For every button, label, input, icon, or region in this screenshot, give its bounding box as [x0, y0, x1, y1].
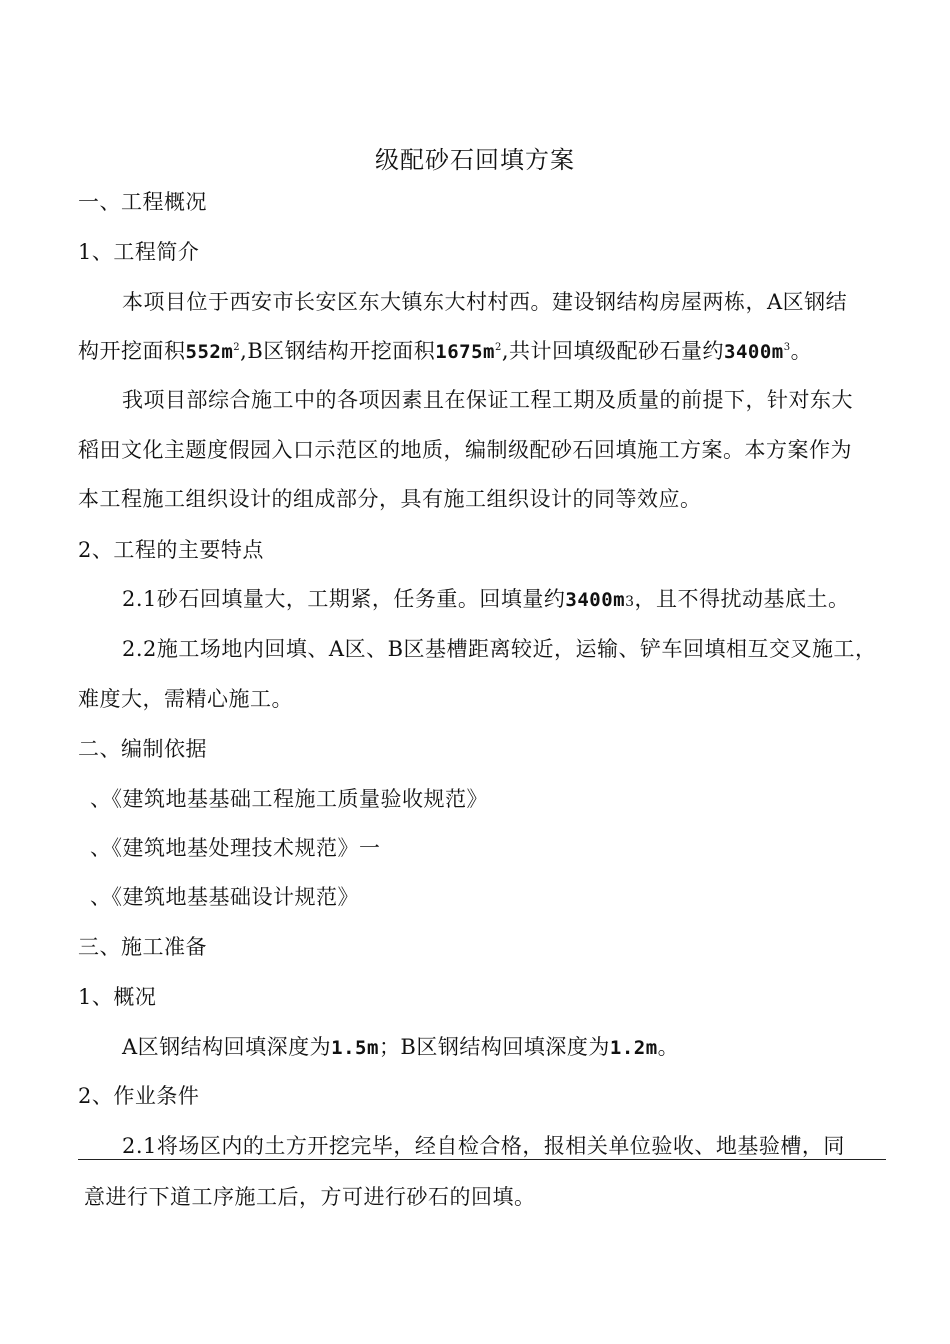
item-number: 2.2 — [122, 637, 157, 661]
volume-value: 3400m — [724, 341, 784, 363]
area-b-value: 1675m — [435, 341, 495, 363]
subheading-main-features: 2、工程的主要特点 — [78, 538, 264, 562]
text-segment: 将场区内的土方开挖完毕，经自检合格，报相关单位验收、地基验槽，同 — [156, 1134, 845, 1158]
feature-2-2-line1 — [122, 633, 877, 663]
condition-2-1-line2: 意进行下道工序施工后，方可进行砂石的回填。 — [84, 1185, 536, 1209]
item-number: 2.1 — [122, 1134, 157, 1158]
feature-2-1 — [122, 583, 850, 613]
volume-value: 3400m — [565, 589, 626, 611]
superscript: 2 — [494, 342, 502, 353]
unit-suffix: 3 — [625, 594, 635, 610]
subheading-overview: 1、概况 — [78, 985, 157, 1009]
paragraph-depth — [122, 1031, 679, 1061]
text-segment: ，且不得扰动基底土。 — [634, 587, 850, 611]
text-segment: 施工场地内回填、A区、B区基槽距离较近，运输、铲车回填相互交叉施工， — [156, 637, 877, 661]
reference-item-3: 、《建筑地基基础设计规范》 — [90, 885, 359, 909]
text-segment: 砂石回填量大，工期紧，任务重。回填量约 — [156, 587, 566, 611]
text-segment: A区钢结构回填深度为 — [122, 1035, 332, 1059]
paragraph-basis-line1: 我项目部综合施工中的各项因素且在保证工程工期及质量的前提下，针对东大 — [122, 388, 853, 412]
page-divider — [78, 1159, 886, 1160]
section-heading-overview: 一、工程概况 — [78, 190, 207, 214]
subheading-work-conditions: 2、作业条件 — [78, 1084, 200, 1108]
paragraph-intro-line1: 本项目位于西安市长安区东大镇东大村村西。建设钢结构房屋两栋，A区钢结 — [122, 290, 848, 314]
text-segment: 。 — [657, 1035, 680, 1059]
reference-item-2: 、《建筑地基处理技术规范》一 — [90, 836, 381, 860]
subheading-project-intro: 1、工程简介 — [78, 240, 200, 264]
paragraph-basis-line3: 本工程施工组织设计的组成部分，具有施工组织设计的同等效应。 — [78, 487, 702, 511]
section-heading-preparation: 三、施工准备 — [78, 935, 207, 959]
depth-a-value: 1.5m — [331, 1037, 379, 1059]
text-segment: ,共计回填级配砂石量约 — [501, 339, 725, 363]
superscript: 3 — [783, 342, 791, 353]
condition-2-1-line1 — [122, 1130, 845, 1160]
section-heading-basis: 二、编制依据 — [78, 737, 207, 761]
item-number: 2.1 — [122, 587, 157, 611]
depth-b-value: 1.2m — [609, 1037, 658, 1059]
document-title: 级配砂石回填方案 — [375, 146, 575, 174]
text-segment: ,B区钢结构开挖面积 — [240, 339, 436, 363]
reference-item-1: 、《建筑地基基础工程施工质量验收规范》 — [90, 787, 488, 811]
superscript: 2 — [233, 342, 241, 353]
area-a-value: 552m — [185, 341, 234, 363]
feature-2-2-line2: 难度大，需精心施工。 — [78, 687, 293, 711]
text-segment: 。 — [790, 339, 813, 363]
paragraph-basis-line2: 稻田文化主题度假园入口示范区的地质，编制级配砂石回填施工方案。本方案作为 — [78, 438, 852, 462]
text-segment: ；B区钢结构回填深度为 — [378, 1035, 610, 1059]
paragraph-intro-line2 — [78, 335, 812, 365]
text-segment: 构开挖面积 — [78, 339, 186, 363]
